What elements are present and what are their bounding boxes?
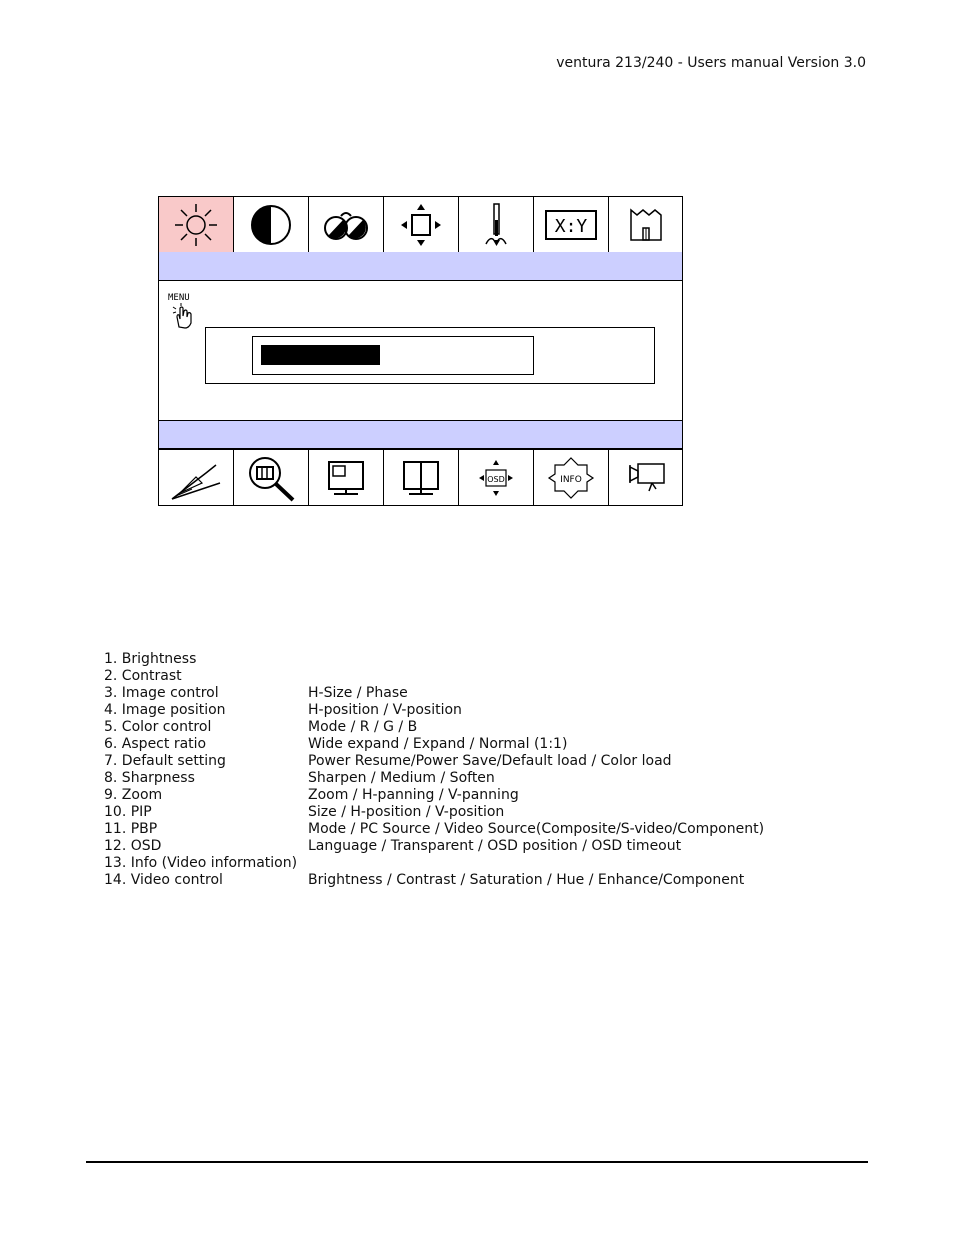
sharpness-icon (166, 453, 226, 503)
contrast-icon (241, 200, 301, 250)
item-name: 6. Aspect ratio (104, 736, 207, 752)
item-name: 14. Video control (104, 872, 223, 888)
osd-tab-image-position[interactable] (383, 196, 458, 253)
menu-item-list (104, 651, 764, 889)
pip-icon (316, 453, 376, 503)
slider-fill (261, 345, 380, 365)
osd-tab-image-control[interactable] (308, 196, 383, 253)
osd-icon (466, 453, 526, 503)
list-item (104, 855, 764, 872)
page-header: ventura 213/240 - Users manual Version 3.0 (556, 55, 866, 71)
osd-tab-brightness[interactable] (158, 196, 233, 253)
item-name: 4. Image position (104, 702, 226, 718)
osd-tab-video-control[interactable] (608, 449, 683, 506)
menu-icon-label: MENU (168, 293, 190, 303)
item-options: Zoom / H-panning / V-panning (308, 787, 519, 803)
osd-content (158, 281, 683, 421)
osd-tab-aspect-ratio[interactable] (533, 196, 608, 253)
osd-tab-sharpness[interactable] (158, 449, 233, 506)
color-control-icon (466, 200, 526, 250)
item-name: 7. Default setting (104, 753, 226, 769)
list-item (104, 804, 764, 821)
osd-tab-pbp[interactable] (383, 449, 458, 506)
info-icon (541, 453, 601, 503)
item-options: Size / H-position / V-position (308, 804, 505, 820)
pbp-icon (391, 453, 451, 503)
list-item (104, 719, 764, 736)
list-item (104, 753, 764, 770)
svg-text:INFO: INFO (560, 474, 582, 485)
item-options: Wide expand / Expand / Normal (1:1) (308, 736, 568, 752)
item-options: H-position / V-position (308, 702, 462, 718)
list-item (104, 770, 764, 787)
list-item (104, 872, 764, 889)
osd-tab-default-setting[interactable] (608, 196, 683, 253)
osd-tab-info[interactable] (533, 449, 608, 506)
osd-top-icon-row (158, 196, 683, 253)
osd-tab-zoom[interactable] (233, 449, 308, 506)
adjustment-panel (205, 327, 655, 384)
item-name: 9. Zoom (104, 787, 163, 803)
list-item (104, 821, 764, 838)
aspect-ratio-icon (541, 200, 601, 250)
item-options: Power Resume/Power Save/Default load / Color load (308, 753, 672, 769)
item-name: 3. Image control (104, 685, 219, 701)
list-item (104, 668, 764, 685)
item-options: Brightness / Contrast / Saturation / Hue / Enhance/Component (308, 872, 745, 888)
osd-status-bar (158, 420, 683, 449)
item-name: 12. OSD (104, 838, 162, 854)
osd-tab-color-control[interactable] (458, 196, 533, 253)
svg-text:X:Y: X:Y (554, 215, 588, 237)
svg-text:OSD: OSD (487, 474, 505, 484)
osd-title-bar (158, 252, 683, 281)
factory-icon (616, 200, 676, 250)
item-name: 13. Info (Video information) (104, 855, 298, 871)
item-name: 5. Color control (104, 719, 212, 735)
image-position-icon (391, 200, 451, 250)
item-name: 10. PIP (104, 804, 152, 820)
osd-tab-osd[interactable] (458, 449, 533, 506)
item-options: Mode / R / G / B (308, 719, 418, 735)
item-options: H-Size / Phase (308, 685, 408, 701)
item-name: 2. Contrast (104, 668, 182, 684)
osd-bottom-icon-row (158, 449, 683, 506)
list-item (104, 736, 764, 753)
footer-divider (86, 1161, 868, 1163)
list-item (104, 651, 764, 668)
menu-hand-icon (167, 291, 197, 331)
image-control-icon (316, 200, 376, 250)
osd-tab-pip[interactable] (308, 449, 383, 506)
zoom-icon (241, 453, 301, 503)
list-item (104, 838, 764, 855)
item-options: Language / Transparent / OSD position / OSD timeout (308, 838, 682, 854)
brightness-slider[interactable] (252, 336, 534, 375)
brightness-icon (166, 200, 226, 250)
list-item (104, 702, 764, 719)
item-options: Sharpen / Medium / Soften (308, 770, 495, 786)
osd-menu (158, 196, 683, 506)
item-name: 8. Sharpness (104, 770, 195, 786)
osd-tab-contrast[interactable] (233, 196, 308, 253)
video-camera-icon (616, 453, 676, 503)
list-item (104, 685, 764, 702)
list-item (104, 787, 764, 804)
item-name: 1. Brightness (104, 651, 197, 667)
item-options: Mode / PC Source / Video Source(Composite/S-video/Component) (308, 821, 765, 837)
item-name: 11. PBP (104, 821, 158, 837)
